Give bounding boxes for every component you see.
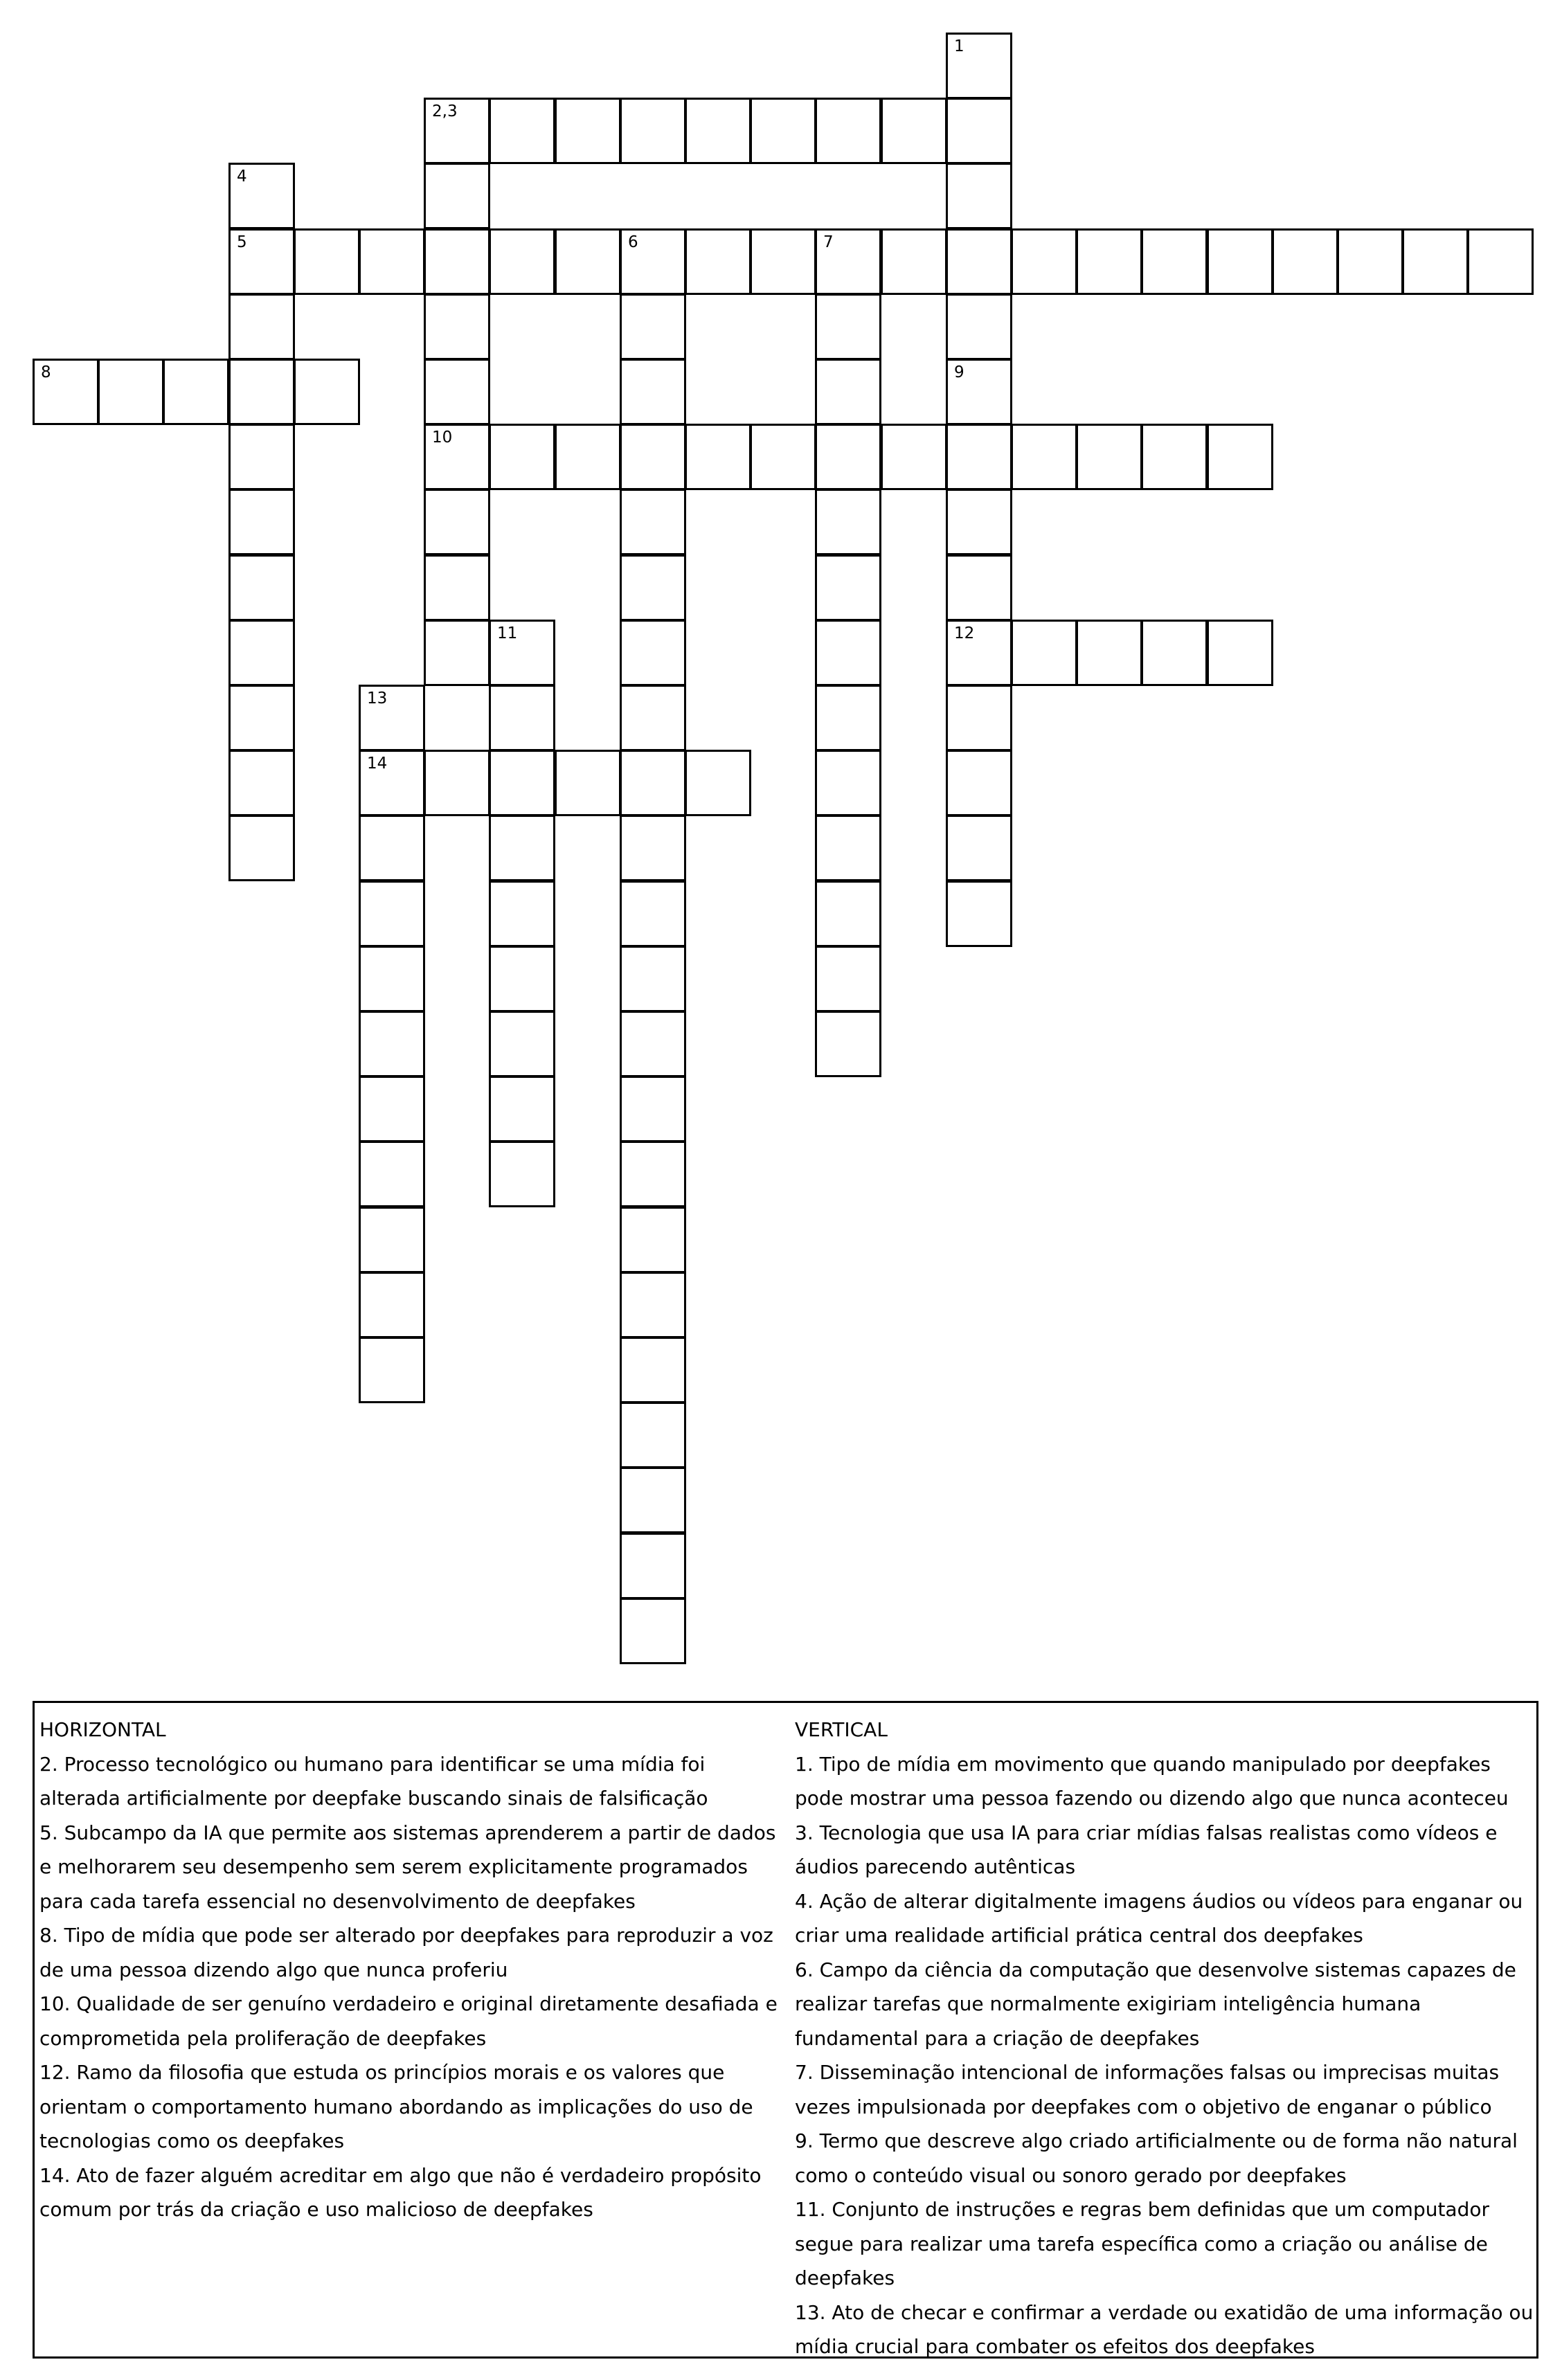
grid-cell[interactable] [359, 750, 425, 816]
grid-cell[interactable] [489, 1076, 555, 1142]
grid-cell[interactable] [489, 424, 555, 490]
grid-cell[interactable] [228, 424, 295, 490]
horizontal-clues [39, 1713, 787, 2227]
grid-cell[interactable] [489, 946, 555, 1012]
clue-number: 6 [628, 233, 638, 251]
grid-cell[interactable] [228, 359, 295, 425]
grid-cell[interactable] [489, 685, 555, 751]
grid-cell[interactable] [620, 555, 686, 621]
grid-cell[interactable] [359, 881, 425, 947]
grid-cell[interactable] [424, 359, 490, 425]
grid-cell[interactable] [946, 685, 1012, 751]
grid-cell[interactable] [359, 1011, 425, 1077]
clue-number: 12 [954, 624, 975, 642]
clue-number: 2,3 [432, 102, 458, 120]
grid-cell[interactable] [359, 228, 425, 295]
grid-cell[interactable] [489, 1141, 555, 1207]
grid-cell[interactable] [620, 685, 686, 751]
grid-cell[interactable] [620, 881, 686, 947]
clue-vertical-7: 7. Disseminação intencional de informações falsas ou imprecisas muitas vezes impulsionada por deepfakes com o objetivo de enganar o público [795, 2061, 1500, 2118]
grid-cell[interactable] [946, 815, 1012, 881]
grid-cell[interactable] [228, 163, 295, 229]
grid-cell[interactable] [33, 359, 99, 425]
grid-cell[interactable] [620, 1402, 686, 1468]
grid-cell[interactable] [489, 228, 555, 295]
clue-number: 1 [954, 37, 964, 55]
clue-number: 9 [954, 363, 964, 381]
grid-cell[interactable] [815, 1011, 881, 1077]
grid-cell[interactable] [228, 750, 295, 816]
grid-cell[interactable] [750, 228, 816, 295]
grid-cell[interactable] [1141, 228, 1208, 295]
grid-cell[interactable] [1207, 620, 1273, 686]
grid-cell[interactable] [620, 424, 686, 490]
grid-cell[interactable] [1011, 620, 1077, 686]
grid-cell[interactable] [620, 294, 686, 360]
grid-cell[interactable] [424, 228, 490, 295]
grid-cell[interactable] [555, 750, 621, 816]
grid-cell[interactable] [620, 815, 686, 881]
grid-cell[interactable] [685, 750, 751, 816]
grid-cell[interactable] [685, 424, 751, 490]
grid-cell[interactable] [424, 620, 490, 686]
grid-cell[interactable] [620, 1011, 686, 1077]
grid-cell[interactable] [815, 881, 881, 947]
clue-vertical-9: 9. Termo que descreve algo criado artificialmente ou de forma não natural como o conteúdo visual ou sonoro gerado por deepfakes [795, 2129, 1518, 2187]
clue-vertical-1: 1. Tipo de mídia em movimento que quando manipulado por deepfakes pode mostrar uma pessoa fazendo ou dizendo algo que nunca aconteceu [795, 1752, 1509, 1810]
grid-cell[interactable] [881, 424, 947, 490]
grid-cell[interactable] [359, 1337, 425, 1403]
grid-cell[interactable] [424, 555, 490, 621]
clue-vertical-13: 13. Ato de checar e confirmar a verdade ou exatidão de uma informação ou mídia crucial para combater os efeitos dos deepfakes [795, 2300, 1534, 2358]
grid-cell[interactable] [424, 163, 490, 229]
horizontal-heading: HORIZONTAL [39, 1718, 166, 1741]
clue-number: 10 [432, 429, 453, 447]
grid-cell[interactable] [815, 294, 881, 360]
clue-vertical-6: 6. Campo da ciência da computação que desenvolve sistemas capazes de realizar tarefas que normalmente exigiriam inteligência humana fundamental para a criação de deepfakes [795, 1958, 1516, 2050]
grid-cell[interactable] [620, 1598, 686, 1664]
grid-cell[interactable] [620, 1207, 686, 1273]
grid-cell[interactable] [424, 98, 490, 164]
clue-horizontal-5: 5. Subcampo da IA que permite aos sistemas aprenderem a partir de dados e melhorarem seu desempenho sem serem explicitamente programados para cada tarefa essencial no desenvolvimento de deepfakes [39, 1821, 776, 1913]
clue-horizontal-10: 10. Qualidade de ser genuíno verdadeiro e original diretamente desafiada e comprometida pela proliferação de deepfakes [39, 1992, 778, 2050]
grid-cell[interactable] [620, 1533, 686, 1599]
grid-cell[interactable] [750, 424, 816, 490]
grid-cell[interactable] [620, 620, 686, 686]
grid-cell[interactable] [620, 1076, 686, 1142]
grid-cell[interactable] [815, 620, 881, 686]
grid-cell[interactable] [1076, 620, 1142, 686]
grid-cell[interactable] [489, 1011, 555, 1077]
grid-cell[interactable] [1076, 228, 1142, 295]
clue-number: 14 [367, 755, 388, 773]
grid-cell[interactable] [489, 881, 555, 947]
grid-cell[interactable] [489, 98, 555, 164]
grid-cell[interactable] [946, 555, 1012, 621]
grid-cell[interactable] [1467, 228, 1534, 295]
clue-horizontal-8: 8. Tipo de mídia que pode ser alterado por deepfakes para reproduzir a voz de uma pessoa dizendo algo que nunca proferiu [39, 1924, 773, 1981]
grid-cell[interactable] [685, 228, 751, 295]
grid-cell[interactable] [1207, 424, 1273, 490]
grid-cell[interactable] [228, 294, 295, 360]
clue-vertical-11: 11. Conjunto de instruções e regras bem definidas que um computador segue para realizar uma tarefa específica como a criação ou análise de deepfakes [795, 2198, 1490, 2289]
grid-cell[interactable] [1076, 424, 1142, 490]
grid-cell[interactable] [294, 228, 360, 295]
grid-cell[interactable] [946, 620, 1012, 686]
grid-cell[interactable] [815, 359, 881, 425]
grid-cell[interactable] [946, 163, 1012, 229]
grid-cell[interactable] [424, 489, 490, 555]
clue-number: 7 [823, 233, 834, 251]
grid-cell[interactable] [620, 1272, 686, 1338]
clue-number: 13 [367, 689, 388, 707]
grid-cell[interactable] [946, 228, 1012, 295]
grid-cell[interactable] [815, 555, 881, 621]
grid-cell[interactable] [946, 424, 1012, 490]
grid-cell[interactable] [1011, 424, 1077, 490]
grid-cell[interactable] [359, 1076, 425, 1142]
grid-cell[interactable] [815, 228, 881, 295]
grid-cell[interactable] [1011, 228, 1077, 295]
grid-cell[interactable] [294, 359, 360, 425]
clue-number: 11 [497, 624, 518, 642]
grid-cell[interactable] [555, 424, 621, 490]
grid-cell[interactable] [163, 359, 229, 425]
grid-cell[interactable] [424, 294, 490, 360]
clue-horizontal-2: 2. Processo tecnológico ou humano para identificar se uma mídia foi alterada artificialmente por deepfake buscando sinais de falsificação [39, 1752, 708, 1810]
grid-cell[interactable] [359, 685, 425, 751]
grid-cell[interactable] [946, 489, 1012, 555]
grid-cell[interactable] [946, 294, 1012, 360]
vertical-clues [795, 1713, 1536, 2364]
grid-cell[interactable] [685, 98, 751, 164]
clue-number: 8 [41, 363, 51, 381]
grid-cell[interactable] [228, 620, 295, 686]
grid-cell[interactable] [620, 750, 686, 816]
grid-cell[interactable] [881, 98, 947, 164]
grid-cell[interactable] [750, 98, 816, 164]
grid-cell[interactable] [359, 1272, 425, 1338]
grid-cell[interactable] [359, 1141, 425, 1207]
grid-cell[interactable] [489, 620, 555, 686]
grid-cell[interactable] [489, 815, 555, 881]
grid-cell[interactable] [815, 685, 881, 751]
grid-cell[interactable] [620, 1467, 686, 1533]
grid-cell[interactable] [620, 1337, 686, 1403]
grid-cell[interactable] [815, 946, 881, 1012]
clue-box [33, 1701, 1538, 2359]
grid-cell[interactable] [815, 98, 881, 164]
clue-horizontal-12: 12. Ramo da filosofia que estuda os princípios morais e os valores que orientam o comportamento humano abordando as implicações do uso de tecnologias como os deepfakes [39, 2061, 753, 2152]
grid-cell[interactable] [815, 815, 881, 881]
grid-cell[interactable] [1272, 228, 1338, 295]
grid-cell[interactable] [359, 815, 425, 881]
grid-cell[interactable] [359, 946, 425, 1012]
vertical-heading: VERTICAL [795, 1718, 888, 1741]
grid-cell[interactable] [815, 424, 881, 490]
grid-cell[interactable] [555, 228, 621, 295]
grid-cell[interactable] [228, 685, 295, 751]
grid-cell[interactable] [620, 946, 686, 1012]
grid-cell[interactable] [424, 750, 490, 816]
clue-number: 5 [237, 233, 247, 251]
grid-cell[interactable] [620, 489, 686, 555]
grid-cell[interactable] [815, 489, 881, 555]
grid-cell[interactable] [881, 228, 947, 295]
grid-cell[interactable] [359, 1207, 425, 1273]
grid-cell[interactable] [1141, 424, 1208, 490]
grid-cell[interactable] [98, 359, 164, 425]
clue-number: 4 [237, 168, 247, 186]
grid-cell[interactable] [228, 555, 295, 621]
grid-cell[interactable] [489, 750, 555, 816]
grid-cell[interactable] [620, 98, 686, 164]
clue-vertical-3: 3. Tecnologia que usa IA para criar mídias falsas realistas como vídeos e áudios parecendo autênticas [795, 1821, 1498, 1878]
grid-cell[interactable] [228, 815, 295, 881]
grid-cell[interactable] [946, 881, 1012, 947]
grid-cell[interactable] [1141, 620, 1208, 686]
grid-cell[interactable] [1402, 228, 1469, 295]
clue-vertical-4: 4. Ação de alterar digitalmente imagens áudios ou vídeos para enganar ou criar uma realidade artificial prática central dos deepfakes [795, 1889, 1523, 1947]
grid-cell[interactable] [946, 359, 1012, 425]
grid-cell[interactable] [946, 98, 1012, 164]
grid-cell[interactable] [228, 228, 295, 295]
grid-cell[interactable] [555, 98, 621, 164]
clue-horizontal-14: 14. Ato de fazer alguém acreditar em algo que não é verdadeiro propósito comum por trás da criação e uso malicioso de deepfakes [39, 2163, 762, 2221]
grid-cell[interactable] [620, 1141, 686, 1207]
grid-cell[interactable] [946, 33, 1012, 99]
grid-cell[interactable] [620, 359, 686, 425]
grid-cell[interactable] [1207, 228, 1273, 295]
grid-cell[interactable] [815, 750, 881, 816]
grid-cell[interactable] [946, 750, 1012, 816]
grid-cell[interactable] [228, 489, 295, 555]
grid-cell[interactable] [1337, 228, 1403, 295]
grid-cell[interactable] [424, 424, 490, 490]
grid-cell[interactable] [620, 228, 686, 295]
